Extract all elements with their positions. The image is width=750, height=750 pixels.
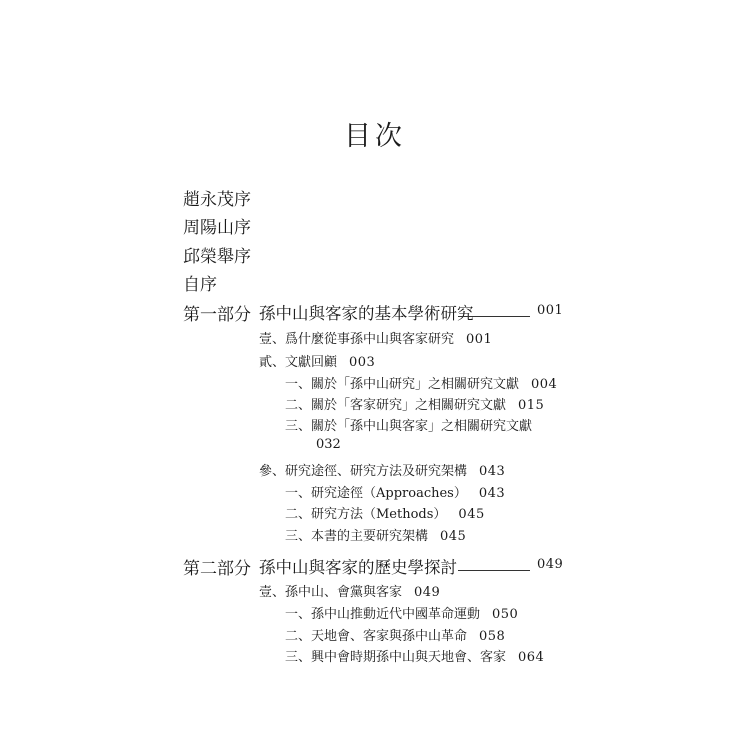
entry-text: 三、本書的主要研究架構 — [285, 529, 429, 544]
entry-page: 003 — [349, 355, 376, 370]
entry-text: 一、關於「孫中山研究」之相關研究文獻 — [285, 377, 520, 392]
part2-label: 第二部分 — [183, 559, 251, 579]
entry-text: 一、孫中山推動近代中國革命運動 — [285, 607, 481, 622]
entry-text: 一、研究途徑（Approaches） — [285, 486, 467, 501]
entry-page: 064 — [518, 650, 545, 665]
toc-entry — [259, 351, 375, 370]
preface-zhou: 周陽山序 — [183, 218, 251, 238]
entry-text: 壹、孫中山、會黨與客家 — [259, 585, 403, 600]
entry-page: 043 — [479, 464, 506, 479]
part1-page: 001 — [537, 303, 564, 318]
toc-entry — [285, 625, 505, 644]
entry-text: 參、研究途徑、研究方法及研究架構 — [259, 464, 468, 479]
entry-text: 二、研究方法（Methods） — [285, 507, 447, 522]
entry-page: 001 — [466, 332, 493, 347]
toc-entry — [285, 394, 544, 413]
toc-entry-page-wrap — [316, 437, 341, 452]
toc-entry — [259, 581, 440, 600]
part2-page: 049 — [537, 557, 564, 572]
part1-title: 孫中山與客家的基本學術研究 — [259, 304, 474, 323]
entry-text: 三、關於「孫中山與客家」之相關研究文獻 — [285, 419, 533, 434]
toc-entry — [285, 503, 485, 522]
toc-entry — [285, 525, 466, 544]
toc-entry — [285, 646, 544, 665]
page-title: 目次 — [344, 121, 406, 152]
part1-leader-line — [458, 316, 530, 317]
preface-author: 自序 — [183, 275, 217, 295]
entry-page: 050 — [492, 607, 519, 622]
preface-qiu: 邱榮舉序 — [183, 247, 251, 267]
entry-text: 三、興中會時期孫中山與天地會、客家 — [285, 650, 507, 665]
toc-entry — [259, 460, 505, 479]
entry-text: 二、關於「客家研究」之相關研究文獻 — [285, 398, 507, 413]
toc-entry — [259, 328, 492, 347]
entry-page: 032 — [316, 437, 341, 452]
toc-entry — [285, 415, 532, 434]
entry-page: 043 — [478, 486, 506, 501]
entry-page: 015 — [518, 398, 545, 413]
toc-entry — [285, 482, 505, 501]
entry-text: 貳、文獻回顧 — [259, 355, 338, 370]
toc-entry — [285, 373, 557, 392]
entry-page: 004 — [531, 377, 558, 392]
entry-text: 壹、爲什麼從事孫中山與客家研究 — [259, 332, 455, 347]
entry-text: 二、天地會、客家與孫中山革命 — [285, 629, 468, 644]
toc-entry — [285, 603, 518, 622]
entry-page: 045 — [458, 507, 485, 522]
entry-page: 045 — [440, 529, 467, 544]
entry-page: 049 — [414, 585, 441, 600]
part2-title: 孫中山與客家的歷史學探討 — [259, 558, 457, 577]
entry-page: 058 — [479, 629, 506, 644]
part2-leader-line — [458, 570, 530, 571]
preface-zhao: 趙永茂序 — [183, 190, 251, 210]
part1-label: 第一部分 — [183, 305, 251, 325]
